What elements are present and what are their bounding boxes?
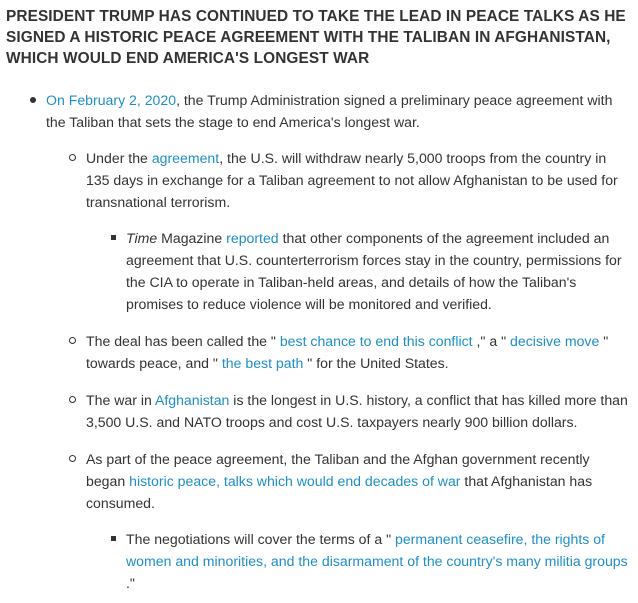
link-february-2-2020[interactable]: On February 2, 2020 <box>46 92 177 108</box>
item-text: ," a " <box>472 333 511 349</box>
disc-bullet-icon <box>30 97 36 103</box>
item-text: that other components of the agreement included an agreement that U.S. counterterrorism forces stay in the country, permissions for the CIA to operate in Taliban-held areas, and details of how the Taliban's promises to reduce violence will be monitored and verified. <box>126 230 622 312</box>
sub-bullet-list <box>46 147 628 594</box>
main-bullet-list <box>6 89 628 594</box>
item-text: ." <box>126 575 135 591</box>
list-item-peace-agreement <box>46 89 628 594</box>
item-text: is the longest in U.S. history, a conflict that has killed more than 3,500 U.S. and NATO troops and cost U.S. taxpayers nearly 900 billion dollars. <box>86 392 628 430</box>
list-item-deal-called <box>86 330 628 374</box>
link-historic-peace-talks[interactable]: historic peace, talks which would end decades of war <box>129 473 461 489</box>
item-text: " for the United States. <box>303 355 449 371</box>
circle-bullet-icon <box>69 337 76 344</box>
square-bullet-icon <box>111 536 116 541</box>
circle-bullet-icon <box>69 396 76 403</box>
list-item-troop-withdrawal <box>86 147 628 315</box>
item-text: As part of the peace agreement, the Taliban and the Afghan government recently began <box>86 451 590 489</box>
item-text: that Afghanistan has consumed. <box>86 473 593 511</box>
list-item-longest-war <box>86 389 628 433</box>
list-item-time-magazine <box>126 227 628 315</box>
item-text: Magazine <box>157 230 227 246</box>
item-text: The war in <box>86 392 155 408</box>
list-item-peace-talks <box>86 448 628 594</box>
link-afghanistan[interactable]: Afghanistan <box>154 392 230 408</box>
circle-bullet-icon <box>69 154 76 161</box>
link-reported[interactable]: reported <box>226 230 279 246</box>
item-text: , the U.S. will withdraw nearly 5,000 troops from the country in 135 days in exchange for a Taliban agreement to not allow Afghanistan to be used for transnational terrorism. <box>86 150 618 210</box>
item-text: The negotiations will cover the terms of a " <box>126 531 395 547</box>
link-decisive-move[interactable]: decisive move <box>510 333 600 349</box>
link-best-chance[interactable]: best chance to end this conflict <box>279 333 473 349</box>
link-agreement[interactable]: agreement <box>151 150 220 166</box>
page-heading: PRESIDENT TRUMP HAS CONTINUED TO TAKE THE LEAD IN PEACE TALKS AS HE SIGNED A HISTORIC PEACE AGREEMENT WITH THE TALIBAN IN AFGHANISTAN, WHICH WOULD END AMERICA'S LONGEST WAR <box>6 8 626 67</box>
item-text: , the Trump Administration signed a preliminary peace agreement with the Taliban that sets the stage to end America's longest war. <box>46 92 613 130</box>
item-text: Under the <box>86 150 152 166</box>
item-text: The deal has been called the " <box>86 333 280 349</box>
magazine-name: Time <box>126 230 158 246</box>
square-bullet-icon <box>111 235 116 240</box>
sub-sub-bullet-list <box>86 528 628 594</box>
circle-bullet-icon <box>69 455 76 462</box>
sub-sub-bullet-list <box>86 227 628 315</box>
link-best-path[interactable]: the best path <box>221 355 304 371</box>
item-text: " towards peace, and " <box>86 333 609 371</box>
list-item-negotiations <box>126 528 628 594</box>
link-permanent-ceasefire[interactable]: permanent ceasefire, the rights of women and minorities, and the disarmament of the country's many militia groups <box>126 531 628 569</box>
